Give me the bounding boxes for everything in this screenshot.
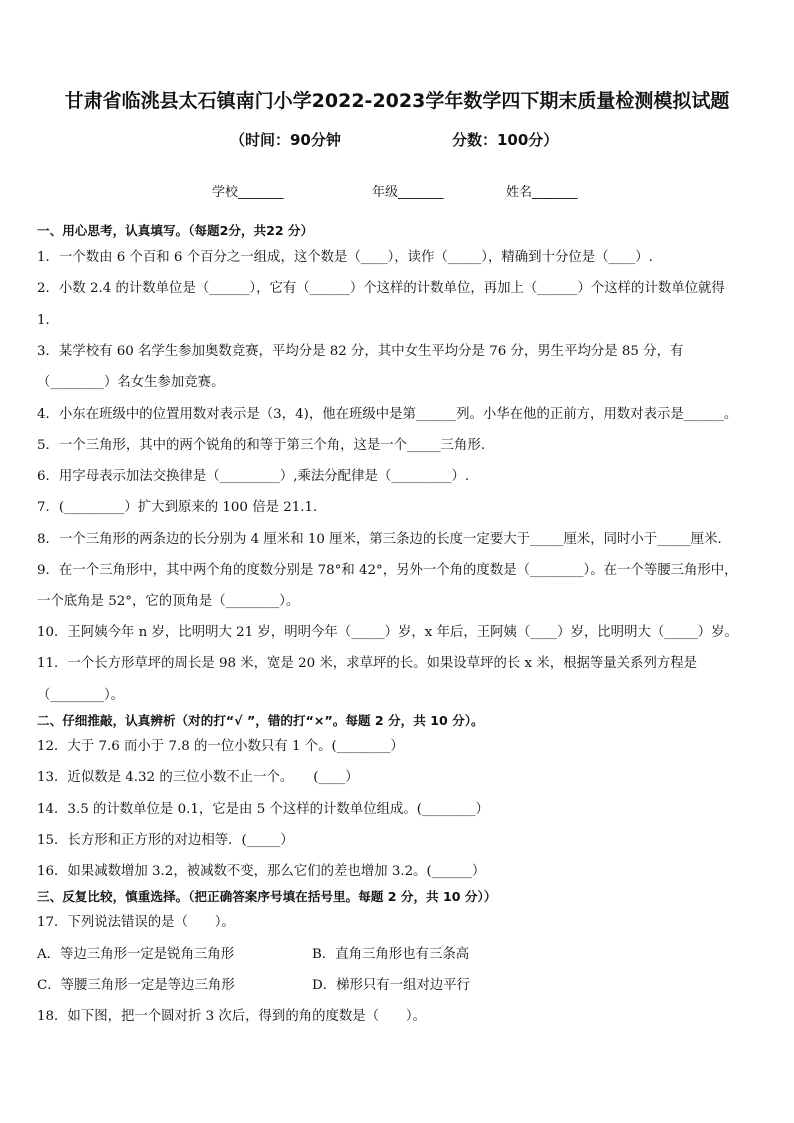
question-11: 11．一个长方形草坪的周长是 98 米，宽是 20 米，求草坪的长。如果设草坪的长 x 米，根据等量关系列方程是 [37, 656, 698, 671]
question-9-cont: 一个底角是 52°，它的顶角是（________）。 [37, 594, 300, 609]
name-field: 姓名_______ [506, 185, 578, 200]
question-17: 17．下列说法错误的是（ ）。 [37, 915, 235, 930]
question-13: 13．近似数是 4.32 的三位小数不止一个。 (____） [37, 770, 359, 785]
question-3: 3．某学校有 60 名学生参加奥数竞赛，平均分是 82 分，其中女生平均分是 76 分，男生平均分是 85 分，有 [37, 344, 684, 359]
question-17-option-c: C．等腰三角形一定是等边三角形 [37, 978, 235, 993]
question-11-cont: （________）。 [37, 688, 125, 703]
section-heading-3: 三、反复比较，慎重选择。（把正确答案序号填在括号里。每题 2 分，共 10 分）） [37, 889, 497, 904]
section-heading-2: 二、仔细推敲，认真辨析（对的打“√ ”，错的打“×”。每题 2 分，共 10 分）。 [37, 713, 484, 728]
question-2: 2．小数 2.4 的计数单位是（______），它有（______）个这样的计数单位，再加上（______）个这样的计数单位就得 [37, 281, 725, 296]
question-2-cont: 1． [37, 313, 59, 328]
question-10: 10．王阿姨今年 n 岁，比明明大 21 岁，明明今年（_____）岁，x 年后，王阿姨（____）岁，比明明大（_____）岁。 [37, 625, 738, 640]
school-field: 学校_______ [212, 185, 284, 200]
question-16: 16．如果减数增加 3.2，被减数不变，那么它们的差也增加 3.2。(______） [37, 864, 486, 879]
question-17-option-a: A．等边三角形一定是锐角三角形 [37, 947, 235, 962]
question-12: 12．大于 7.6 而小于 7.8 的一位小数只有 1 个。(________） [37, 739, 404, 754]
question-8: 8．一个三角形的两条边的长分别为 4 厘米和 10 厘米，第三条边的长度一定要大于_____厘米，同时小于_____厘米． [37, 532, 731, 547]
section-heading-1: 一、用心思考，认真填写。（每题2分，共22 分） [37, 223, 314, 238]
exam-score: 分数：100分） [452, 131, 559, 149]
question-17-option-d: D．梯形只有一组对边平行 [312, 978, 471, 993]
question-5: 5．一个三角形，其中的两个锐角的和等于第三个角，这是一个_____三角形. [37, 438, 485, 453]
question-18: 18．如下图，把一个圆对折 3 次后，得到的角的度数是（ ）。 [37, 1009, 426, 1024]
question-7: 7．(_________）扩大到原来的 100 倍是 21.1． [37, 500, 327, 515]
question-3-cont: （________）名女生参加竞赛。 [37, 375, 225, 390]
question-15: 15．长方形和正方形的对边相等．(_____） [37, 833, 294, 848]
question-1: 1．一个数由 6 个百和 6 个百分之一组成，这个数是（____），读作（_____），精确到十分位是（____）. [37, 250, 653, 265]
question-6: 6．用字母表示加法交换律是（_________）,乘法分配律是（_________）. [37, 469, 470, 484]
exam-time: （时间：90分钟 [230, 131, 341, 149]
question-14: 14．3.5 的计数单位是 0.1，它是由 5 个这样的计数单位组成。(________） [37, 802, 489, 817]
page-title: 甘肃省临洮县太石镇南门小学2022-2023学年数学四下期末质量检测模拟试题 [64, 90, 730, 112]
question-4: 4．小东在班级中的位置用数对表示是（3，4)，他在班级中是第______列。小华在他的正前方，用数对表示是______。 [37, 407, 738, 422]
question-17-option-b: B．直角三角形也有三条高 [312, 947, 470, 962]
question-9: 9．在一个三角形中，其中两个角的度数分别是 78°和 42°，另外一个角的度数是（________）。在一个等腰三角形中， [37, 563, 738, 578]
grade-field: 年级_______ [372, 185, 444, 200]
